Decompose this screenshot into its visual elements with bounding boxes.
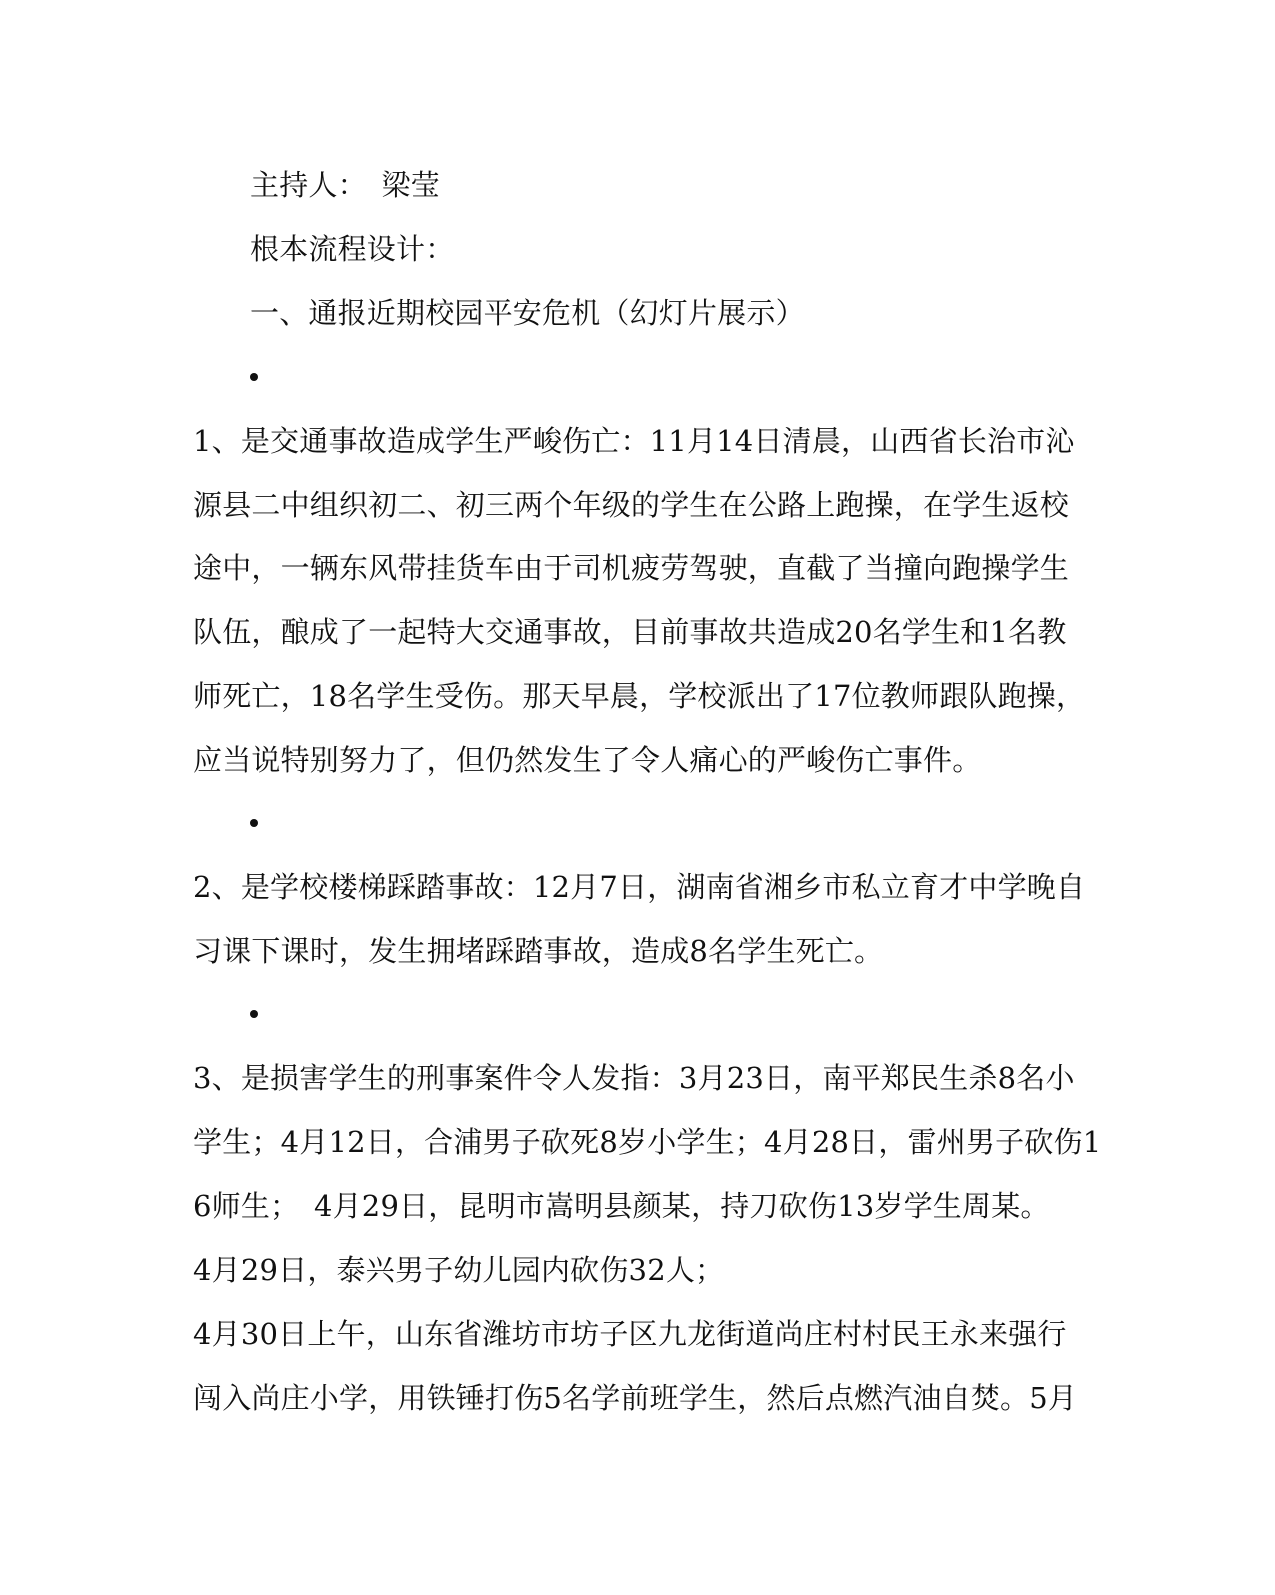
item1-line-5: 师死亡，18名学生受伤。那天早晨，学校派出了17位教师跟队跑操， <box>193 679 1086 713</box>
item1-line-6: 应当说特别努力了，但仍然发生了令人痛心的严峻伤亡事件。 <box>193 743 982 777</box>
item2-line-2: 习课下课时，发生拥堵踩踏事故，造成8名学生死亡。 <box>193 934 884 968</box>
host-line: 主持人： 梁莹 <box>250 168 440 202</box>
bullet-3 <box>250 1010 258 1018</box>
bullet-2 <box>250 819 258 827</box>
item3-line-4: 4月29日，泰兴男子幼儿园内砍伤32人； <box>193 1253 725 1287</box>
item1-line-2: 源县二中组织初二、初三两个年级的学生在公路上跑操，在学生返校 <box>193 488 1070 522</box>
item3-line-6: 闯入尚庄小学，用铁锤打伤5名学前班学生，然后点燃汽油自焚。5月 <box>193 1381 1078 1415</box>
item3-line-3: 6师生； 4月29日，昆明市嵩明县颜某，持刀砍伤13岁学生周某。 <box>193 1189 1050 1223</box>
section-one-heading: 一、通报近期校园平安危机（幻灯片展示） <box>250 296 805 330</box>
item1-line-1: 1、是交通事故造成学生严峻伤亡：11月14日清晨，山西省长治市沁 <box>193 424 1075 458</box>
item3-line-1: 3、是损害学生的刑事案件令人发指：3月23日，南平郑民生杀8名小 <box>193 1061 1075 1095</box>
item3-line-2: 学生；4月12日，合浦男子砍死8岁小学生；4月28日，雷州男子砍伤1 <box>193 1125 1102 1159</box>
bullet-1 <box>250 373 258 381</box>
item1-line-4: 队伍，酿成了一起特大交通事故，目前事故共造成20名学生和1名教 <box>193 615 1067 649</box>
item2-line-1: 2、是学校楼梯踩踏事故：12月7日，湖南省湘乡市私立育才中学晚自 <box>193 870 1086 904</box>
item1-line-3: 途中，一辆东风带挂货车由于司机疲劳驾驶，直截了当撞向跑操学生 <box>193 551 1070 585</box>
flow-heading: 根本流程设计： <box>250 232 455 266</box>
item3-line-5: 4月30日上午，山东省潍坊市坊子区九龙街道尚庄村村民王永来强行 <box>193 1317 1067 1351</box>
